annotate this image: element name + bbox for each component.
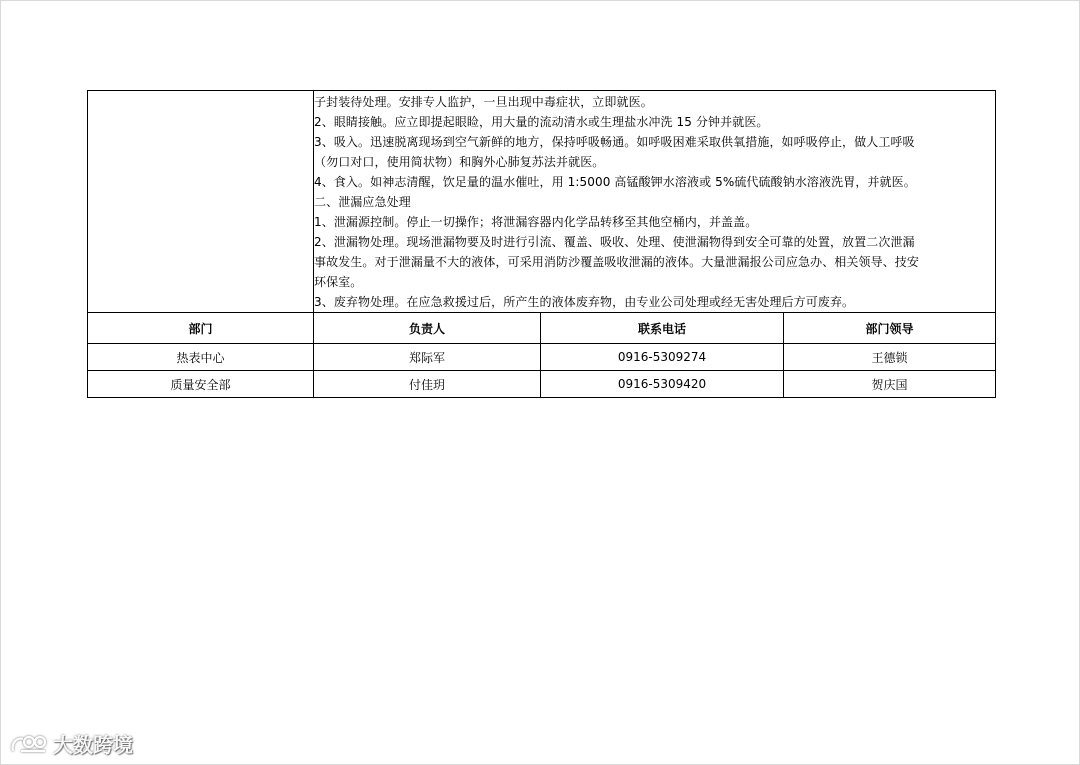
procedure-heading: 二、泄漏应急处理: [314, 194, 411, 209]
procedure-line: 3、吸入。迅速脱离现场到空气新鲜的地方，保持呼吸畅通。如呼吸困难采取供氧措施，如呼吸停止，做人工呼吸: [314, 134, 915, 149]
procedure-line: 3、废弃物处理。在应急救援过后，所产生的液体废弃物，由专业公司处理或经无害处理后方可废弃。: [314, 294, 855, 309]
header-department: 部门: [88, 313, 314, 344]
procedure-line: 环保室。: [314, 274, 363, 289]
cell-phone: 0916-5309274: [541, 344, 784, 371]
cell-person-in-charge: 付佳玥: [314, 371, 541, 398]
document-table: [87, 90, 996, 398]
cell-department: 质量安全部: [88, 371, 314, 398]
watermark: [9, 729, 133, 758]
procedure-line: 4、食入。如神志清醒，饮足量的温水催吐，用 1:5000 高锰酸钾水溶液或 5%硫代硫酸钠水溶液洗胃，并就医。: [314, 174, 916, 189]
header-phone: 联系电话: [541, 313, 784, 344]
cell-department-leader: 王德锁: [784, 344, 996, 371]
emergency-procedure-cell: [314, 91, 996, 313]
procedure-line: 1、泄漏源控制。停止一切操作；将泄漏容器内化学品转移至其他空桶内，并盖盖。: [314, 214, 758, 229]
empty-left-cell: [88, 91, 314, 313]
table-header-row: [88, 313, 996, 344]
cell-person-in-charge: 郑际军: [314, 344, 541, 371]
watermark-logo-icon: [9, 731, 49, 757]
header-person-in-charge: 负责人: [314, 313, 541, 344]
cell-department-leader: 贺庆国: [784, 371, 996, 398]
table-row: [88, 344, 996, 371]
procedure-line: 2、眼睛接触。应立即提起眼睑，用大量的流动清水或生理盐水冲洗 15 分钟并就医。: [314, 114, 769, 129]
procedure-line: （勿口对口，使用简状物）和胸外心肺复苏法并就医。: [314, 154, 605, 169]
header-department-leader: 部门领导: [784, 313, 996, 344]
content-row: [88, 91, 996, 313]
cell-department: 热表中心: [88, 344, 314, 371]
procedure-line: 事故发生。对于泄漏量不大的液体，可采用消防沙覆盖吸收泄漏的液体。大量泄漏报公司应急办、相关领导、技安: [314, 254, 920, 269]
watermark-text: 大数跨境: [53, 733, 133, 757]
procedure-line: 子封装待处理。安排专人监护，一旦出现中毒症状，立即就医。: [314, 94, 653, 109]
table-row: [88, 371, 996, 398]
cell-phone: 0916-5309420: [541, 371, 784, 398]
procedure-line: 2、泄漏物处理。现场泄漏物要及时进行引流、覆盖、吸收、处理、使泄漏物得到安全可靠的处置，放置二次泄漏: [314, 234, 915, 249]
